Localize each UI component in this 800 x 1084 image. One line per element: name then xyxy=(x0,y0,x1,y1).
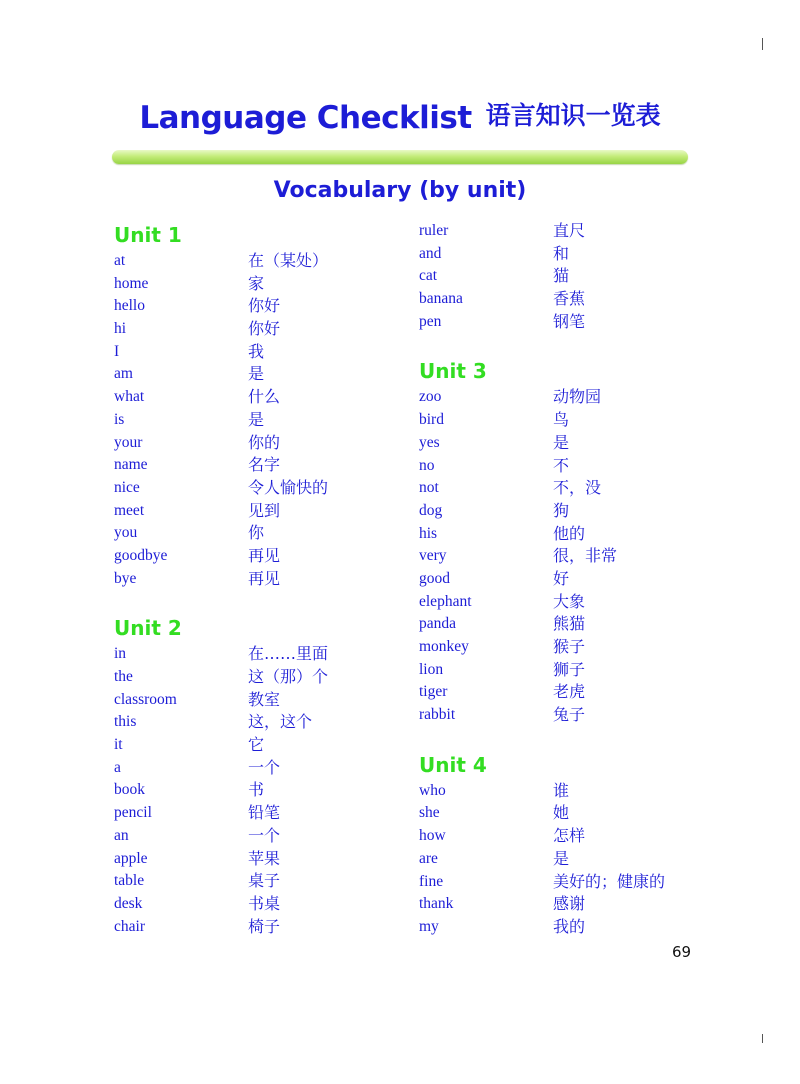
vocab-entry xyxy=(419,500,719,523)
unit-2-continued-word-list xyxy=(419,220,719,333)
chinese-meaning: 老虎 xyxy=(553,682,586,702)
english-word: no xyxy=(419,456,435,474)
english-word: hello xyxy=(114,297,145,315)
vocab-entry xyxy=(419,916,719,939)
unit-heading: Unit 4 xyxy=(419,752,487,777)
english-word: goodbye xyxy=(114,546,168,564)
chinese-meaning: 你 xyxy=(248,523,265,543)
chinese-meaning: 她 xyxy=(553,803,570,823)
chinese-meaning: 教室 xyxy=(248,689,281,709)
vocab-column-left xyxy=(114,220,414,938)
english-word: table xyxy=(114,872,145,890)
english-word: good xyxy=(419,569,450,587)
chinese-meaning: 铅笔 xyxy=(248,803,281,823)
chinese-meaning: 这（那）个 xyxy=(248,667,329,686)
vocab-entry xyxy=(419,802,719,825)
vocab-entry xyxy=(114,545,414,568)
english-word: hi xyxy=(114,320,127,338)
vocab-entry xyxy=(419,636,719,659)
english-word: lion xyxy=(419,660,444,678)
english-word: panda xyxy=(419,615,457,633)
vocab-entry xyxy=(419,825,719,848)
english-word: chair xyxy=(114,917,145,935)
english-word: am xyxy=(114,365,133,383)
chinese-meaning: 什么 xyxy=(248,387,281,407)
chinese-meaning: 令人愉快的 xyxy=(248,477,329,497)
chinese-meaning: 谁 xyxy=(553,780,570,800)
english-word: my xyxy=(419,917,439,935)
chinese-meaning: 大象 xyxy=(553,591,586,611)
english-word: pencil xyxy=(114,804,152,822)
chinese-meaning: 你好 xyxy=(248,296,281,316)
chinese-meaning: 一个 xyxy=(248,825,281,845)
vocab-entry xyxy=(114,848,414,871)
vocab-entry xyxy=(114,522,414,545)
english-word: ruler xyxy=(419,222,449,239)
vocab-entry xyxy=(419,848,719,871)
english-word: a xyxy=(114,758,121,776)
english-word: bye xyxy=(114,569,137,587)
chinese-meaning: 香蕉 xyxy=(553,289,586,309)
english-word: dog xyxy=(419,501,443,519)
english-word: thank xyxy=(419,895,454,913)
english-word: is xyxy=(114,410,125,428)
english-word: who xyxy=(419,781,446,799)
vocab-entry xyxy=(114,477,414,500)
vocab-entry xyxy=(419,477,719,500)
vocab-entry xyxy=(114,802,414,825)
vocab-entry xyxy=(114,454,414,477)
english-word: this xyxy=(114,713,137,731)
chinese-meaning: 你好 xyxy=(248,319,281,339)
english-word: elephant xyxy=(419,592,472,610)
chinese-meaning: 美好的；健康的 xyxy=(553,871,666,891)
vocab-entry xyxy=(114,711,414,734)
english-word: she xyxy=(419,804,440,822)
vocab-entry xyxy=(419,409,719,432)
english-word: very xyxy=(419,547,447,565)
chinese-meaning: 我的 xyxy=(553,916,586,936)
title-divider-bar xyxy=(112,150,688,164)
vocab-entry xyxy=(419,523,719,546)
vocab-entry xyxy=(114,409,414,432)
vocab-entry xyxy=(419,545,719,568)
vocab-entry xyxy=(114,386,414,409)
chinese-meaning: 狗 xyxy=(553,500,570,520)
vocab-entry xyxy=(419,659,719,682)
vocab-column-right xyxy=(419,220,719,939)
chinese-meaning: 名字 xyxy=(248,455,281,475)
english-word: are xyxy=(419,849,438,867)
english-word: what xyxy=(114,388,145,406)
chinese-meaning: 兔子 xyxy=(553,705,586,725)
chinese-meaning: 是 xyxy=(248,364,265,384)
chinese-meaning: 是 xyxy=(553,432,570,452)
chinese-meaning: 钢笔 xyxy=(553,311,586,331)
vocab-entry xyxy=(114,273,414,296)
vocab-entry xyxy=(114,916,414,939)
title-english: Language Checklist xyxy=(139,100,472,136)
vocab-entry xyxy=(114,666,414,689)
vocab-entry xyxy=(419,243,719,266)
chinese-meaning: 它 xyxy=(248,735,265,755)
chinese-meaning: 猴子 xyxy=(553,637,586,656)
vocab-entry xyxy=(419,386,719,409)
vocab-entry xyxy=(419,220,719,243)
vocab-entry xyxy=(419,780,719,803)
vocab-entry xyxy=(419,871,719,894)
chinese-meaning: 书 xyxy=(248,780,265,800)
unit-3-word-list xyxy=(419,386,719,726)
vocab-entry xyxy=(419,681,719,704)
chinese-meaning: 是 xyxy=(248,409,265,429)
unit-heading: Unit 3 xyxy=(419,359,487,384)
english-word: fine xyxy=(419,872,444,890)
vocab-entry xyxy=(114,568,414,591)
english-word: I xyxy=(114,342,120,360)
chinese-meaning: 再见 xyxy=(248,568,281,588)
chinese-meaning: 家 xyxy=(248,273,265,293)
chinese-meaning: 感谢 xyxy=(553,894,586,914)
english-word: tiger xyxy=(419,683,448,701)
english-word: at xyxy=(114,252,126,269)
vocab-entry xyxy=(419,288,719,311)
english-word: how xyxy=(419,827,446,845)
vocab-entry xyxy=(114,432,414,455)
chinese-meaning: 动物园 xyxy=(553,387,602,407)
english-word: nice xyxy=(114,478,140,496)
vocab-entry xyxy=(114,870,414,893)
chinese-meaning: 和 xyxy=(553,243,570,263)
vocab-entry xyxy=(114,893,414,916)
chinese-meaning: 直尺 xyxy=(553,221,586,240)
vocab-entry xyxy=(114,779,414,802)
vocab-entry xyxy=(419,311,719,334)
english-word: your xyxy=(114,433,143,451)
crop-mark-top xyxy=(762,38,763,50)
chinese-meaning: 他的 xyxy=(553,523,586,543)
unit-heading: Unit 1 xyxy=(114,223,182,247)
unit-1-word-list xyxy=(114,250,414,590)
crop-mark-bottom xyxy=(762,1034,763,1043)
chinese-meaning: 怎样 xyxy=(553,826,586,846)
vocab-entry xyxy=(114,734,414,757)
english-word: his xyxy=(419,524,438,542)
chinese-meaning: 书桌 xyxy=(248,893,281,913)
chinese-meaning: 我 xyxy=(248,341,265,361)
chinese-meaning: 很，非常 xyxy=(553,546,618,566)
english-word: monkey xyxy=(419,638,469,655)
vocab-entry xyxy=(114,643,414,666)
page-number: 69 xyxy=(672,943,692,961)
unit-4-word-list xyxy=(419,780,719,939)
vocab-entry xyxy=(419,613,719,636)
chinese-meaning: 猫 xyxy=(553,266,570,286)
chinese-meaning: 不 xyxy=(553,455,570,475)
vocab-entry xyxy=(114,363,414,386)
english-word: not xyxy=(419,479,439,497)
vocab-entry xyxy=(114,250,414,273)
chinese-meaning: 鸟 xyxy=(553,410,570,430)
english-word: desk xyxy=(114,894,143,912)
chinese-meaning: 这，这个 xyxy=(248,712,313,732)
english-word: name xyxy=(114,456,148,474)
english-word: bird xyxy=(419,411,444,429)
vocab-entry xyxy=(114,825,414,848)
chinese-meaning: 一个 xyxy=(248,757,281,777)
page-title xyxy=(0,100,800,136)
english-word: zoo xyxy=(419,388,442,406)
english-word: cat xyxy=(419,267,438,285)
english-word: meet xyxy=(114,501,145,519)
english-word: banana xyxy=(419,290,463,308)
title-chinese: 语言知识一览表 xyxy=(485,101,661,130)
english-word: an xyxy=(114,826,129,844)
english-word: classroom xyxy=(114,690,177,708)
chinese-meaning: 你的 xyxy=(248,432,281,452)
english-word: it xyxy=(114,736,123,754)
english-word: and xyxy=(419,244,442,262)
english-word: rabbit xyxy=(419,706,456,724)
chinese-meaning: 苹果 xyxy=(248,848,281,868)
vocab-entry xyxy=(114,500,414,523)
vocab-entry xyxy=(114,757,414,780)
chinese-meaning: 椅子 xyxy=(248,916,281,936)
english-word: in xyxy=(114,645,127,663)
chinese-meaning: 在……里面 xyxy=(248,644,329,664)
chinese-meaning: 狮子 xyxy=(553,659,586,679)
english-word: you xyxy=(114,524,138,542)
vocab-entry xyxy=(419,432,719,455)
vocab-entry xyxy=(419,893,719,916)
vocab-entry xyxy=(419,455,719,478)
vocab-entry xyxy=(114,318,414,341)
unit-heading: Unit 2 xyxy=(114,616,182,641)
unit-2-word-list xyxy=(114,643,414,938)
english-word: the xyxy=(114,668,133,685)
vocab-entry xyxy=(419,591,719,614)
chinese-meaning: 见到 xyxy=(248,500,281,520)
vocab-entry xyxy=(419,568,719,591)
english-word: apple xyxy=(114,849,148,867)
chinese-meaning: 在（某处） xyxy=(248,251,329,270)
vocab-entry xyxy=(114,341,414,364)
english-word: yes xyxy=(419,433,440,451)
chinese-meaning: 熊猫 xyxy=(553,614,586,634)
chinese-meaning: 桌子 xyxy=(248,871,281,891)
chinese-meaning: 不，没 xyxy=(553,478,602,498)
chinese-meaning: 再见 xyxy=(248,545,281,565)
vocab-entry xyxy=(419,265,719,288)
chinese-meaning: 好 xyxy=(553,568,570,588)
chinese-meaning: 是 xyxy=(553,848,570,868)
section-subtitle: Vocabulary (by unit) xyxy=(273,178,527,203)
vocab-entry xyxy=(114,689,414,712)
english-word: book xyxy=(114,781,145,799)
vocab-entry xyxy=(114,295,414,318)
vocab-entry xyxy=(419,704,719,727)
english-word: pen xyxy=(419,312,442,330)
english-word: home xyxy=(114,274,149,292)
